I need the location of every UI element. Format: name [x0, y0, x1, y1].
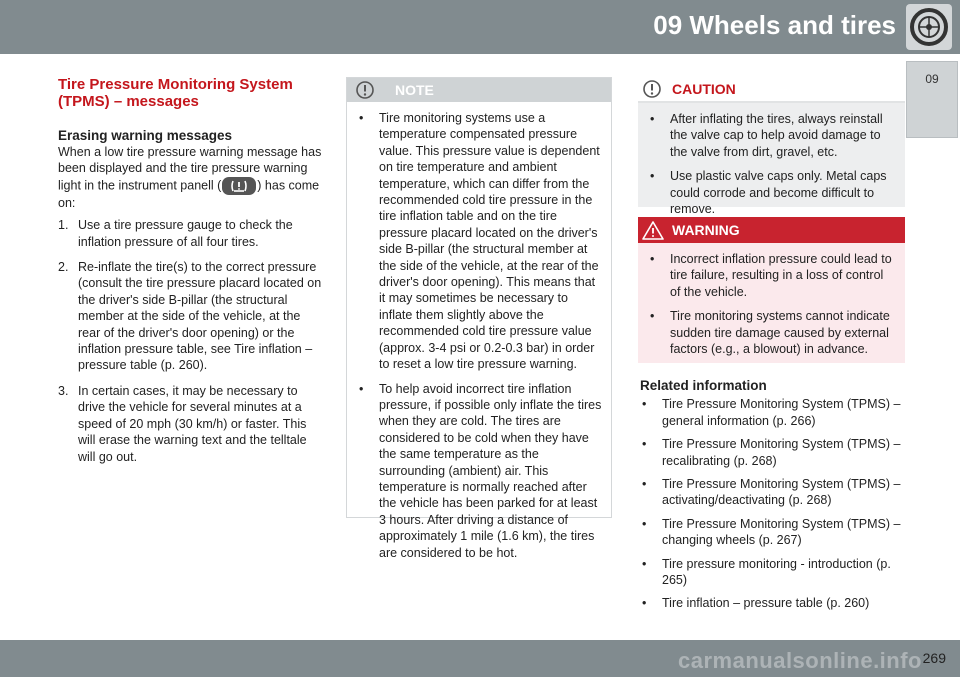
bullet: • [650, 112, 655, 126]
note-info-icon [355, 80, 375, 100]
caution-text: After inflating the tires, always reinstall the valve cap to help avoid damage to the valve from dirt, gravel, etc. [670, 112, 883, 159]
step-text: Re-inflate the tire(s) to the correct pressure (consult the tire pressure placard located on the driver's side B-pillar (the structural member at the side of the vehicle, at the rear of the driver's door opening) or the inflation pressure table, see Tire inflation – pressure table (p. 260). [78, 260, 322, 373]
bullet: • [642, 437, 647, 452]
intro-paragraph [58, 144, 324, 211]
note-box [346, 77, 612, 560]
note-item [357, 110, 603, 373]
related-information [640, 378, 905, 619]
step-item [58, 259, 324, 374]
caution-item [648, 111, 897, 160]
step-number: 1. [58, 218, 69, 233]
note-text: To help avoid incorrect tire inflation pressure, if possible only inflate the tires when they are cold. The tires are considered to be cold when they have the same temperature as the surrounding (ambient) air. This temperature is normally reached after the vehicle has been parked for at least 3 hours. After driving a distance of approximately 1 mile (1.6 km), the tires are considered to be hot. [379, 381, 602, 560]
bullet: • [650, 169, 655, 184]
related-link-text: Tire Pressure Monitoring System (TPMS) – recalibrating (p. 268) [662, 437, 901, 468]
related-link[interactable] [640, 556, 905, 589]
warning-header [638, 217, 905, 243]
related-link[interactable] [640, 476, 905, 509]
caution-header [638, 77, 905, 103]
caution-text: Use plastic valve caps only. Metal caps could corrode and become difficult to remove. [670, 169, 887, 217]
related-title: Related information [640, 378, 767, 393]
page-number: 269 [922, 650, 946, 666]
note-item [357, 381, 603, 561]
watermark: carmanualsonline.info [678, 648, 922, 673]
bullet: • [642, 516, 647, 531]
bullet: • [642, 556, 647, 571]
bullet: • [642, 477, 647, 492]
chapter-title: 09 Wheels and tires [653, 10, 896, 40]
warning-box [638, 217, 905, 363]
footer-bar [0, 640, 960, 677]
bullet: • [642, 397, 647, 412]
tire-icon [906, 4, 952, 50]
step-number: 3. [58, 383, 69, 398]
warning-list [638, 243, 905, 357]
warning-label: WARNING [672, 222, 740, 238]
related-link-text: Tire Pressure Monitoring System (TPMS) – changing wheels (p. 267) [662, 516, 901, 548]
related-link[interactable] [640, 516, 905, 549]
related-link-text: Tire Pressure Monitoring System (TPMS) – activating/deactivating (p. 268) [662, 477, 901, 508]
caution-box [638, 77, 905, 217]
step-item [58, 217, 324, 250]
caution-list [638, 103, 905, 217]
subheading: Erasing warning messages [58, 128, 233, 143]
section-title: Tire Pressure Monitoring System (TPMS) – messages [58, 76, 293, 110]
related-link-text: Tire pressure monitoring - introduction (p. 265) [662, 556, 891, 588]
caution-label: CAUTION [672, 81, 736, 97]
step-text: Use a tire pressure gauge to check the inflation pressure of all four tires. [78, 218, 293, 249]
bullet: • [650, 252, 655, 266]
caution-icon [642, 79, 662, 99]
related-link-text: Tire inflation – pressure table (p. 260) [662, 596, 870, 611]
tire-pressure-warning-icon [222, 177, 256, 195]
tpms-messages-section [58, 76, 324, 474]
steps-list [58, 217, 324, 465]
bullet: • [359, 381, 364, 396]
related-list [640, 396, 905, 611]
bullet: • [650, 309, 655, 324]
warning-item [648, 251, 897, 300]
step-item [58, 383, 324, 465]
intro-text-b: ) has come on: [58, 178, 320, 210]
note-header [347, 78, 611, 102]
bullet: • [642, 596, 647, 611]
warning-triangle-icon [642, 221, 664, 240]
note-list [347, 102, 611, 561]
bullet: • [359, 111, 364, 125]
chapter-tab[interactable] [906, 61, 958, 138]
intro-text-a: When a low tire pressure warning message has been displayed and the tire pressure warning light in the instrument panell ( [58, 145, 322, 193]
related-link-text: Tire Pressure Monitoring System (TPMS) – general information (p. 266) [662, 397, 901, 428]
step-number: 2. [58, 260, 69, 275]
caution-item [648, 168, 897, 217]
note-label: NOTE [395, 82, 434, 98]
warning-item [648, 308, 897, 357]
note-text: Tire monitoring systems use a temperature compensated pressure value. This pressure value is dependent on tire temperature and ambient temperature, which can differ from the recommended cold tire pressure in the tire inflation table and on the tire pressure placard located on the driver's side B-pillar (the structural member at the side of the vehicle, at the rear of the driver's door opening). This means that it may sometimes be necessary to inflate them slightly above the recommended cold tire pressure value (approx. 3-4 psi or 0.2-0.3 bar) in order to reset a low tire pressure warning. [379, 111, 600, 372]
warning-text: Tire monitoring systems cannot indicate sudden tire damage caused by external factors (e.g., a blowout) in advance. [670, 309, 890, 357]
related-link[interactable] [640, 396, 905, 429]
header-bar [0, 0, 960, 54]
related-link[interactable] [640, 436, 905, 469]
warning-text: Incorrect inflation pressure could lead to tire failure, resulting in a loss of control of the vehicle. [670, 252, 892, 299]
chapter-tab-label: 09 [925, 72, 939, 86]
step-text: In certain cases, it may be necessary to drive the vehicle for several minutes at a speed of 20 mph (30 km/h) or faster. This will erase the warning text and the telltale will go out. [78, 383, 307, 464]
related-link[interactable] [640, 595, 905, 611]
